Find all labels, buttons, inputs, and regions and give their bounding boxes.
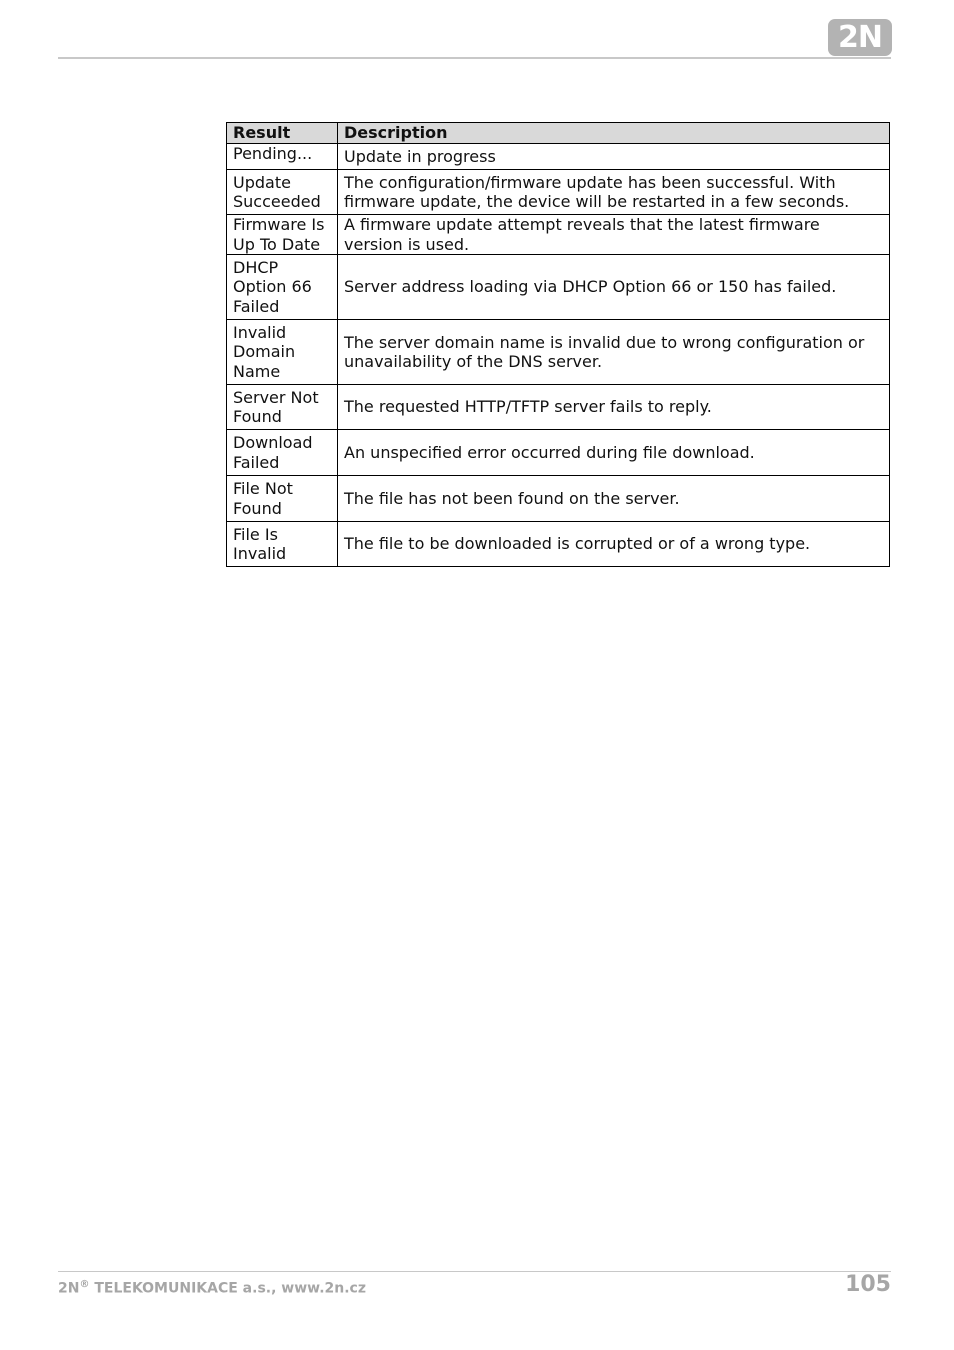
result-cell: Update Succeeded — [227, 170, 338, 215]
table-row — [227, 215, 890, 255]
result-cell: Firmware Is Up To Date — [227, 215, 338, 255]
result-cell: Download Failed — [227, 430, 338, 476]
table-row — [227, 255, 890, 320]
update-result-table — [226, 122, 890, 567]
footer-divider — [58, 1271, 891, 1272]
description-cell: The file has not been found on the server. — [338, 476, 890, 522]
table-row — [227, 144, 890, 170]
table-row — [227, 476, 890, 522]
description-cell: Update in progress — [338, 144, 890, 170]
table-row — [227, 430, 890, 476]
description-cell: A firmware update attempt reveals that the latest firmware version is used. — [338, 215, 890, 255]
footer-brand: 2N — [58, 1280, 80, 1297]
table-row — [227, 522, 890, 567]
footer-company — [58, 1279, 366, 1297]
description-cell: The file to be downloaded is corrupted or of a wrong type. — [338, 522, 890, 567]
table-row — [227, 385, 890, 430]
description-cell: An unspecified error occurred during file download. — [338, 430, 890, 476]
description-cell: The requested HTTP/TFTP server fails to reply. — [338, 385, 890, 430]
brand-logo — [828, 19, 892, 56]
footer-company-text: TELEKOMUNIKACE a.s., www.2n.cz — [89, 1280, 366, 1297]
page-number: 105 — [845, 1272, 891, 1297]
result-cell: Pending... — [227, 144, 338, 170]
result-cell: Invalid Domain Name — [227, 320, 338, 385]
description-cell: The server domain name is invalid due to wrong configuration or unavailability of the DNS server. — [338, 320, 890, 385]
column-header-result: Result — [227, 123, 338, 144]
header-divider — [58, 57, 891, 59]
description-cell: Server address loading via DHCP Option 66 or 150 has failed. — [338, 255, 890, 320]
table-row — [227, 320, 890, 385]
result-cell: File Is Invalid — [227, 522, 338, 567]
result-cell: Server Not Found — [227, 385, 338, 430]
logo-text: 2N — [838, 19, 882, 55]
registered-mark: ® — [79, 1279, 90, 1290]
result-cell: File Not Found — [227, 476, 338, 522]
result-cell: DHCP Option 66 Failed — [227, 255, 338, 320]
description-cell: The configuration/firmware update has been successful. With firmware update, the device will be restarted in a few seconds. — [338, 170, 890, 215]
table-header-row — [227, 123, 890, 144]
column-header-description: Description — [338, 123, 890, 144]
table-row — [227, 170, 890, 215]
